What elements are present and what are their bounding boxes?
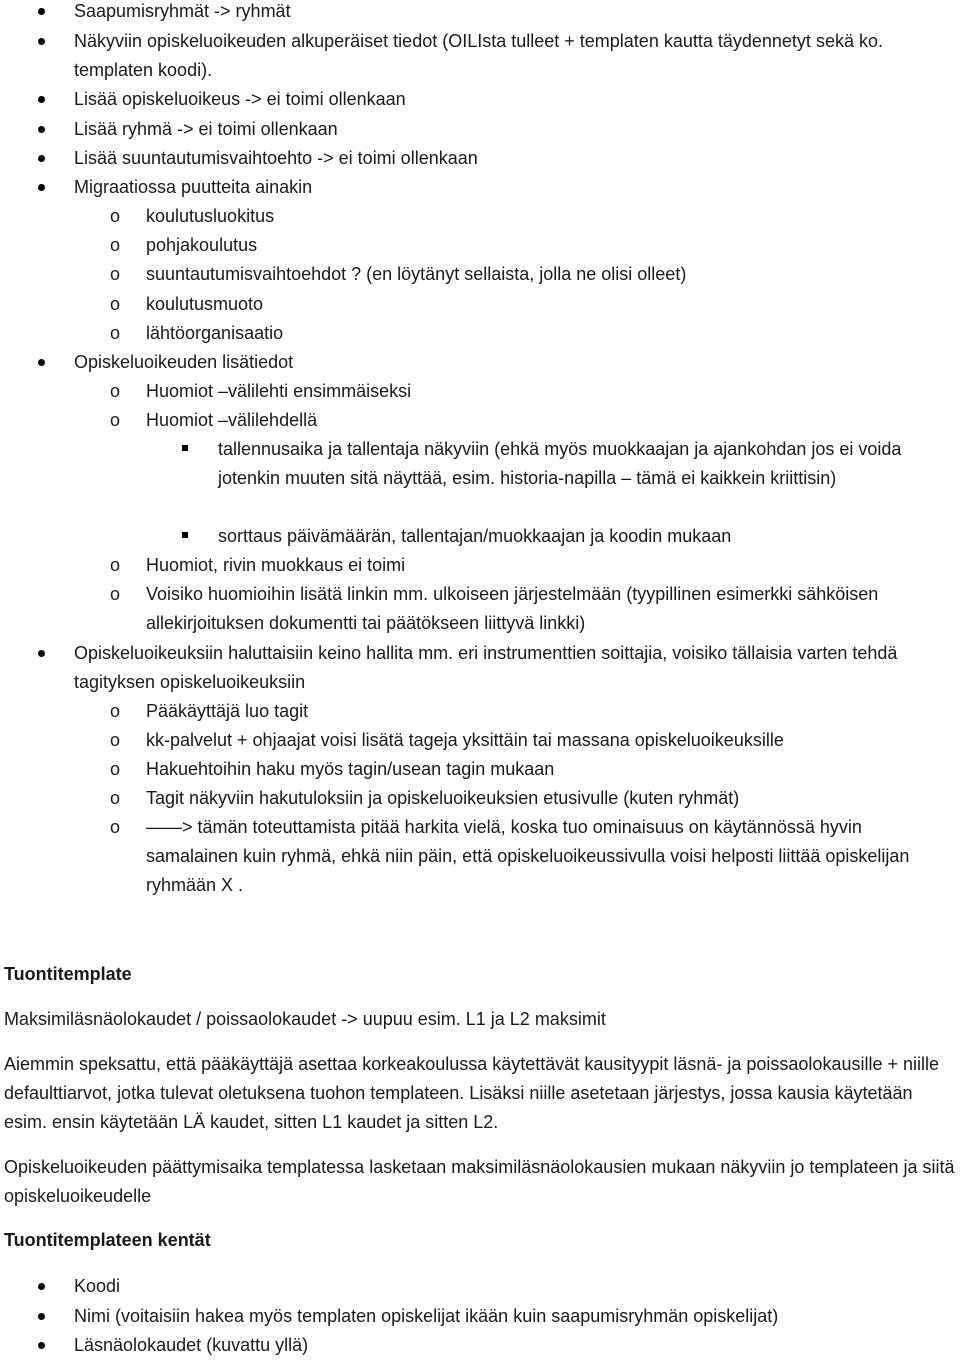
list-item: Huomiot, rivin muokkaus ei toimi — [146, 555, 406, 575]
circle-bullet-icon: o — [110, 206, 121, 226]
list-item: Migraatiossa puutteita ainakin — [74, 177, 313, 197]
circle-bullet-icon: o — [110, 555, 121, 575]
bullet-dot-icon — [38, 184, 45, 191]
list-item: Opiskeluoikeuksiin haluttaisiin keino hallita mm. eri instrumenttien soittajia, voisiko tällaisia varten tehdä tagityksen opiskeluoikeuksiin — [74, 643, 898, 692]
list-item: Näkyviin opiskeluoikeuden alkuperäiset tiedot (OILIsta tulleet + templaten kautta täydennetyt sekä ko. templaten koodi). — [74, 31, 883, 80]
circle-bullet-icon: o — [110, 294, 121, 314]
section-heading: Tuontitemplate — [4, 964, 132, 984]
circle-bullet-icon: o — [110, 235, 121, 255]
list-item: Huomiot –välilehti ensimmäiseksi — [146, 381, 412, 401]
paragraph: Aiemmin speksattu, että pääkäyttäjä asettaa korkeakoulussa käytettävät kausityypit läsnä- ja poissaolokausille + niille defaulttiarvot, jotka tulevat oletuksena tuohon templateen. Lisäksi niille asetetaan järjestys, jossa kausia käytetään esim. ensin käytetään LÄ kaudet, sitten L1 kaudet ja sitten L2. — [4, 1054, 939, 1132]
list-item: Tagit näkyviin hakutuloksiin ja opiskeluoikeuksien etusivulle (kuten ryhmät) — [146, 788, 740, 808]
bullet-dot-icon — [38, 38, 45, 45]
list-item: Huomiot –välilehdellä — [146, 410, 318, 430]
list-item: ——> tämän toteuttamista pitää harkita vielä, koska tuo ominaisuus on käytännössä hyvin samalainen kuin ryhmä, ehkä niin päin, että opiskeluoikeussivulla voisi helposti liittää opiskelijan ryhmään X . — [146, 817, 910, 895]
section-heading: Tuontitemplateen kentät — [4, 1230, 211, 1250]
bullet-dot-icon — [38, 155, 45, 162]
bullet-dot-icon — [38, 1313, 45, 1320]
list-item: Saapumisryhmät -> ryhmät — [74, 1, 291, 21]
circle-bullet-icon: o — [110, 381, 121, 401]
bullet-dot-icon — [38, 1283, 45, 1290]
list-item: Hakuehtoihin haku myös tagin/usean tagin mukaan — [146, 759, 555, 779]
list-item: Lisää suuntautumisvaihtoehto -> ei toimi ollenkaan — [74, 148, 478, 168]
list-item: tallennusaika ja tallentaja näkyviin (ehkä myös muokkaajan ja ajankohdan jos ei voida jotenkin muuten sitä näyttää, esim. historia-napilla – tämä ei kaikkein kriittisin) — [218, 439, 902, 488]
bullet-dot-icon — [38, 8, 45, 15]
circle-bullet-icon: o — [110, 788, 121, 808]
bullet-dot-icon — [38, 1342, 45, 1349]
list-item: lähtöorganisaatio — [146, 323, 284, 343]
list-item: sorttaus päivämäärän, tallentajan/muokkaajan ja koodin mukaan — [218, 526, 732, 546]
circle-bullet-icon: o — [110, 701, 121, 721]
list-item: pohjakoulutus — [146, 235, 258, 255]
bullet-dot-icon — [38, 126, 45, 133]
circle-bullet-icon: o — [110, 410, 121, 430]
list-item: Voisiko huomioihin lisätä linkin mm. ulkoiseen järjestelmään (tyypillinen esimerkki sähköisen allekirjoituksen dokumentti tai päätökseen liittyvä linkki) — [146, 584, 879, 633]
circle-bullet-icon: o — [110, 759, 121, 779]
circle-bullet-icon: o — [110, 584, 121, 604]
bullet-dot-icon — [38, 650, 45, 657]
list-item: Pääkäyttäjä luo tagit — [146, 701, 309, 721]
list-item: Läsnäolokaudet (kuvattu yllä) — [74, 1335, 309, 1355]
list-item: Lisää ryhmä -> ei toimi ollenkaan — [74, 119, 338, 139]
square-bullet-icon — [182, 445, 188, 451]
list-item: suuntautumisvaihtoehdot ? (en löytänyt sellaista, jolla ne olisi olleet) — [146, 264, 687, 284]
list-item: Koodi — [74, 1276, 121, 1296]
circle-bullet-icon: o — [110, 817, 121, 837]
paragraph: Opiskeluoikeuden päättymisaika templatessa lasketaan maksimiläsnäolokausien mukaan näkyviin jo templateen ja siitä opiskeluoikeudelle — [4, 1157, 955, 1206]
list-item: koulutusluokitus — [146, 206, 275, 226]
bullet-dot-icon — [38, 96, 45, 103]
list-item: Lisää opiskeluoikeus -> ei toimi ollenkaan — [74, 89, 406, 109]
list-item: Opiskeluoikeuden lisätiedot — [74, 352, 294, 372]
square-bullet-icon — [182, 532, 188, 538]
circle-bullet-icon: o — [110, 730, 121, 750]
list-item: kk-palvelut + ohjaajat voisi lisätä tageja yksittäin tai massana opiskeluoikeuksille — [146, 730, 784, 750]
bullet-dot-icon — [38, 359, 45, 366]
list-item: koulutusmuoto — [146, 294, 264, 314]
circle-bullet-icon: o — [110, 264, 121, 284]
circle-bullet-icon: o — [110, 323, 121, 343]
paragraph: Maksimiläsnäolokaudet / poissaolokaudet -> uupuu esim. L1 ja L2 maksimit — [4, 1009, 606, 1029]
list-item: Nimi (voitaisiin hakea myös templaten opiskelijat ikään kuin saapumisryhmän opiskelijat) — [74, 1306, 779, 1326]
